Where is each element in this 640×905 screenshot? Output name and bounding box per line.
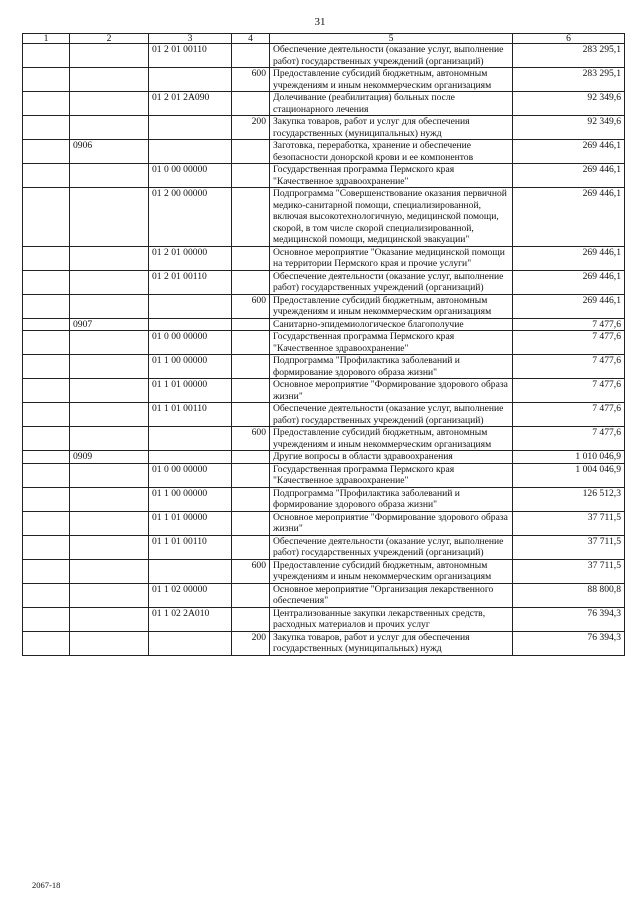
section-cell (23, 92, 70, 116)
amount-cell: 269 446,1 (513, 270, 625, 294)
section-cell (23, 451, 70, 464)
expense-type-cell (232, 535, 270, 559)
section-cell (23, 294, 70, 318)
subsection-cell: 0907 (70, 318, 149, 331)
table-row (23, 559, 625, 583)
description-cell: Санитарно-эпидемиологическое благополучие (270, 318, 513, 331)
subsection-cell (70, 92, 149, 116)
section-cell (23, 463, 70, 487)
section-cell (23, 270, 70, 294)
subsection-cell (70, 511, 149, 535)
target-article-cell (149, 116, 232, 140)
expense-type-cell: 600 (232, 559, 270, 583)
target-article-cell: 01 1 01 00000 (149, 511, 232, 535)
amount-cell: 7 477,6 (513, 331, 625, 355)
description-cell: Обеспечение деятельности (оказание услуг, выполнение работ) государственных учреждений (организаций) (270, 270, 513, 294)
table-row (23, 355, 625, 379)
amount-cell: 283 295,1 (513, 68, 625, 92)
section-cell (23, 68, 70, 92)
amount-cell: 7 477,6 (513, 403, 625, 427)
amount-cell: 7 477,6 (513, 318, 625, 331)
subsection-cell: 0909 (70, 451, 149, 464)
table-row (23, 68, 625, 92)
target-article-cell (149, 559, 232, 583)
target-article-cell: 01 2 01 00000 (149, 246, 232, 270)
subsection-cell (70, 116, 149, 140)
subsection-cell (70, 427, 149, 451)
amount-cell: 76 394,3 (513, 607, 625, 631)
expense-type-cell (232, 451, 270, 464)
target-article-cell: 01 1 01 00110 (149, 535, 232, 559)
section-cell (23, 355, 70, 379)
target-article-cell: 01 0 00 00000 (149, 463, 232, 487)
table-row (23, 451, 625, 464)
subsection-cell (70, 44, 149, 68)
subsection-cell (70, 188, 149, 247)
table-row (23, 331, 625, 355)
section-cell (23, 559, 70, 583)
expense-type-cell (232, 487, 270, 511)
amount-cell: 76 394,3 (513, 631, 625, 655)
amount-cell: 88 800,8 (513, 583, 625, 607)
amount-cell: 269 446,1 (513, 164, 625, 188)
expense-type-cell (232, 379, 270, 403)
amount-cell: 269 446,1 (513, 188, 625, 247)
column-header: 6 (513, 34, 625, 44)
column-header: 4 (232, 34, 270, 44)
table-row (23, 270, 625, 294)
table-row (23, 318, 625, 331)
amount-cell: 283 295,1 (513, 44, 625, 68)
expense-type-cell: 600 (232, 68, 270, 92)
description-cell: Основное мероприятие "Организация лекарственного обеспечения" (270, 583, 513, 607)
description-cell: Заготовка, переработка, хранение и обеспечение безопасности донорской крови и ее компонентов (270, 140, 513, 164)
section-cell (23, 116, 70, 140)
table-row (23, 188, 625, 247)
section-cell (23, 246, 70, 270)
description-cell: Обеспечение деятельности (оказание услуг, выполнение работ) государственных учреждений (организаций) (270, 44, 513, 68)
table-row (23, 511, 625, 535)
amount-cell: 1 010 046,9 (513, 451, 625, 464)
amount-cell: 126 512,3 (513, 487, 625, 511)
subsection-cell (70, 403, 149, 427)
section-cell (23, 379, 70, 403)
subsection-cell: 0906 (70, 140, 149, 164)
footer-code: 2067-18 (32, 880, 61, 890)
amount-cell: 7 477,6 (513, 379, 625, 403)
target-article-cell: 01 1 00 00000 (149, 355, 232, 379)
subsection-cell (70, 355, 149, 379)
amount-cell: 37 711,5 (513, 535, 625, 559)
description-cell: Основное мероприятие "Формирование здорового образа жизни" (270, 379, 513, 403)
expense-type-cell (232, 188, 270, 247)
section-cell (23, 535, 70, 559)
expense-type-cell: 600 (232, 427, 270, 451)
description-cell: Предоставление субсидий бюджетным, автономным учреждениям и иным некоммерческим организациям (270, 294, 513, 318)
target-article-cell: 01 1 02 00000 (149, 583, 232, 607)
section-cell (23, 44, 70, 68)
subsection-cell (70, 607, 149, 631)
description-cell: Обеспечение деятельности (оказание услуг, выполнение работ) государственных учреждений (организаций) (270, 403, 513, 427)
expense-type-cell (232, 583, 270, 607)
column-header: 5 (270, 34, 513, 44)
table-row (23, 92, 625, 116)
amount-cell: 269 446,1 (513, 246, 625, 270)
description-cell: Предоставление субсидий бюджетным, автономным учреждениям и иным некоммерческим организациям (270, 427, 513, 451)
section-cell (23, 403, 70, 427)
amount-cell: 269 446,1 (513, 140, 625, 164)
column-header: 3 (149, 34, 232, 44)
description-cell: Основное мероприятие "Формирование здорового образа жизни" (270, 511, 513, 535)
target-article-cell: 01 1 00 00000 (149, 487, 232, 511)
table-row (23, 403, 625, 427)
description-cell: Государственная программа Пермского края "Качественное здравоохранение" (270, 331, 513, 355)
section-cell (23, 583, 70, 607)
section-cell (23, 140, 70, 164)
section-cell (23, 511, 70, 535)
header-row (23, 34, 625, 44)
table-row (23, 379, 625, 403)
target-article-cell: 01 0 00 00000 (149, 331, 232, 355)
table-row (23, 116, 625, 140)
target-article-cell: 01 1 02 2А010 (149, 607, 232, 631)
expense-type-cell (232, 246, 270, 270)
subsection-cell (70, 463, 149, 487)
subsection-cell (70, 246, 149, 270)
subsection-cell (70, 535, 149, 559)
expense-type-cell (232, 463, 270, 487)
section-cell (23, 188, 70, 247)
table-row (23, 583, 625, 607)
amount-cell: 92 349,6 (513, 92, 625, 116)
expense-type-cell (232, 403, 270, 427)
subsection-cell (70, 164, 149, 188)
description-cell: Государственная программа Пермского края "Качественное здравоохранение" (270, 164, 513, 188)
description-cell: Обеспечение деятельности (оказание услуг, выполнение работ) государственных учреждений (организаций) (270, 535, 513, 559)
expense-type-cell: 200 (232, 116, 270, 140)
description-cell: Предоставление субсидий бюджетным, автономным учреждениям и иным некоммерческим организациям (270, 68, 513, 92)
description-cell: Подпрограмма "Совершенствование оказания первичной медико-санитарной помощи, специализированной, включая высокотехнологичную, медицинской помощи, скорой, в том числе скорой специализированной, медицинской помощи, медицинской эвакуации" (270, 188, 513, 247)
description-cell: Долечивание (реабилитация) больных после стационарного лечения (270, 92, 513, 116)
target-article-cell (149, 318, 232, 331)
amount-cell: 37 711,5 (513, 511, 625, 535)
expense-type-cell (232, 92, 270, 116)
table-row (23, 246, 625, 270)
table-row (23, 535, 625, 559)
subsection-cell (70, 559, 149, 583)
subsection-cell (70, 294, 149, 318)
amount-cell: 92 349,6 (513, 116, 625, 140)
section-cell (23, 427, 70, 451)
target-article-cell: 01 2 00 00000 (149, 188, 232, 247)
description-cell: Подпрограмма "Профилактика заболеваний и формирование здорового образа жизни" (270, 487, 513, 511)
description-cell: Предоставление субсидий бюджетным, автономным учреждениям и иным некоммерческим организациям (270, 559, 513, 583)
table-row (23, 463, 625, 487)
expense-type-cell (232, 140, 270, 164)
description-cell: Закупка товаров, работ и услуг для обеспечения государственных (муниципальных) нужд (270, 116, 513, 140)
column-header: 1 (23, 34, 70, 44)
subsection-cell (70, 583, 149, 607)
page-number: 31 (314, 16, 326, 28)
subsection-cell (70, 68, 149, 92)
target-article-cell: 01 2 01 00110 (149, 44, 232, 68)
table-row (23, 607, 625, 631)
target-article-cell: 01 0 00 00000 (149, 164, 232, 188)
subsection-cell (70, 331, 149, 355)
section-cell (23, 487, 70, 511)
target-article-cell (149, 427, 232, 451)
amount-cell: 269 446,1 (513, 294, 625, 318)
description-cell: Подпрограмма "Профилактика заболеваний и формирование здорового образа жизни" (270, 355, 513, 379)
amount-cell: 1 004 046,9 (513, 463, 625, 487)
amount-cell: 7 477,6 (513, 355, 625, 379)
target-article-cell: 01 2 01 00110 (149, 270, 232, 294)
target-article-cell (149, 294, 232, 318)
expense-type-cell (232, 318, 270, 331)
description-cell: Другие вопросы в области здравоохранения (270, 451, 513, 464)
expense-type-cell (232, 607, 270, 631)
description-cell: Государственная программа Пермского края "Качественное здравоохранение" (270, 463, 513, 487)
description-cell: Централизованные закупки лекарственных средств, расходных материалов и прочих услуг (270, 607, 513, 631)
amount-cell: 7 477,6 (513, 427, 625, 451)
subsection-cell (70, 379, 149, 403)
section-cell (23, 164, 70, 188)
description-cell: Основное мероприятие "Оказание медицинской помощи на территории Пермского края и прочие услуги" (270, 246, 513, 270)
table-row (23, 487, 625, 511)
section-cell (23, 331, 70, 355)
target-article-cell (149, 451, 232, 464)
table-row (23, 427, 625, 451)
expense-type-cell (232, 355, 270, 379)
table-row (23, 140, 625, 164)
target-article-cell: 01 2 01 2А090 (149, 92, 232, 116)
expense-type-cell (232, 511, 270, 535)
target-article-cell: 01 1 01 00000 (149, 379, 232, 403)
target-article-cell (149, 140, 232, 164)
table-body (23, 44, 625, 656)
subsection-cell (70, 631, 149, 655)
description-cell: Закупка товаров, работ и услуг для обеспечения государственных (муниципальных) нужд (270, 631, 513, 655)
table-row (23, 44, 625, 68)
table-row (23, 294, 625, 318)
expense-type-cell (232, 270, 270, 294)
table-row (23, 164, 625, 188)
column-header: 2 (70, 34, 149, 44)
target-article-cell (149, 631, 232, 655)
table-row (23, 631, 625, 655)
amount-cell: 37 711,5 (513, 559, 625, 583)
target-article-cell: 01 1 01 00110 (149, 403, 232, 427)
subsection-cell (70, 270, 149, 294)
expense-type-cell (232, 44, 270, 68)
section-cell (23, 631, 70, 655)
section-cell (23, 607, 70, 631)
expense-type-cell (232, 331, 270, 355)
budget-table (22, 33, 625, 656)
section-cell (23, 318, 70, 331)
expense-type-cell (232, 164, 270, 188)
subsection-cell (70, 487, 149, 511)
expense-type-cell: 600 (232, 294, 270, 318)
expense-type-cell: 200 (232, 631, 270, 655)
target-article-cell (149, 68, 232, 92)
